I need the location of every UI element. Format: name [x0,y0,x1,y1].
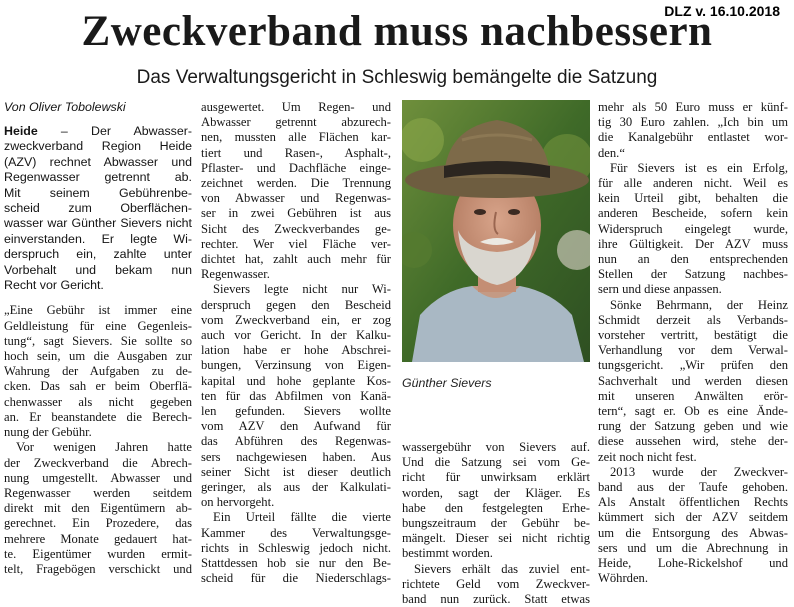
text-line: Wahrung der Aufgaben zu de- [4,364,192,379]
text-line: Stattdessen hob sie nur den Be- [201,556,391,571]
text-line: tern“, sagt er. Ob es eine Ände- [598,404,788,419]
paragraph [201,100,391,282]
text-line: kümmert sich der AZV seitdem [598,510,788,525]
text-line: diese aussehen wird, stehe der- [598,434,788,449]
text-line: Abwasser getrennt abzurech- [201,115,391,130]
paragraph [598,161,788,298]
paragraph [598,465,788,587]
text-line: richtete Geld vom Zweckver- [402,576,590,591]
text-line: direkt mit den Eigentümern ab- [4,501,192,516]
text-line: dichtet hat, zahlt auch mehr für [201,252,391,267]
paragraph [598,298,788,465]
photo-caption: Günther Sievers [402,376,492,390]
text-line: Widerspruch eingelegt wurde, [598,221,788,236]
text-line: Regenwasser getrennt ab. [4,170,192,185]
article-column-3 [402,440,590,607]
text-line: für alle anderen nicht. Weil es [598,176,788,191]
text-line: sers und um die Abrechnung in [598,540,788,555]
text-line: telt, Fragebögen verschickt und [4,561,192,576]
text-line: band aus der Taufe gehoben. [598,480,788,495]
text-line: das Abführen des Regenwas- [201,434,391,449]
text-line: auch vor Gericht. In der Kalku- [201,328,391,343]
text-line: richt für unwirksam erklärt [402,470,590,485]
text-line: ausgewertet. Um Regen- und [201,100,391,114]
text-line: sers nachgewiesen haben. Aus [201,449,391,464]
text-line: geringer, als aus der Kalkulati- [201,480,391,495]
text-line: kein Urteil gibt, behalten die [598,191,788,206]
paragraph [4,440,192,577]
text-line: sern und diese anpassen. [598,282,722,297]
text-line: der Zweckverband die Abrech- [4,455,192,470]
text-line: scheid für die Niederschlags- [201,571,391,586]
article-column-1 [4,100,192,577]
text-line: 2013 wurde der Zweckver- [610,464,788,479]
text-line: „Eine Gebühr ist immer eine [4,303,192,318]
text-line: nen, mussten alle Flächen kar- [201,130,391,145]
text-line: nung der Gebühr. [4,425,92,440]
text-line: tungsgericht. „Wir prüfen den [598,358,788,373]
text-line: Vor wenigen Jahren hatte [16,440,192,455]
lead-paragraph [4,124,192,293]
text-line: Pflaster- und Dachfläche einge- [201,160,391,175]
text-line: Verhandlung vor dem Verwal- [598,343,788,358]
text-line: cken. Das sah er beim Oberflä- [4,379,192,394]
text-line: Stellen der Satzung nachbes- [598,267,788,282]
text-line: die Kanalgebühr entlastet wor- [598,130,788,145]
text-line: derspruch gegen den Bescheid [201,297,391,312]
paragraph [598,100,788,161]
text-line: wassergebühr von Sievers auf. [402,440,590,454]
text-line: vom Zweckverband ein, er zog [201,312,391,327]
text-line: an. Er beanstandete die Berech- [4,409,192,424]
text-line: worden, sagt der Kläger. Es [402,485,590,500]
text-line: Wöhrden. [598,571,649,586]
text-line: tung“, sagt Sievers. Sie sollte so [4,333,192,348]
text-line: Regenwasser. [201,267,270,282]
text-line: ten für das Abfilmen von Kanä- [201,388,391,403]
text-line: Regenwasser werden seitdem [4,485,192,500]
text-line: nun an den entsprechenden [598,252,788,267]
text-line: lation habe er hohe Abschrei- [201,343,391,358]
text-line: Schmidt derzeit als Verbands- [598,312,788,327]
text-line: Für Sievers ist es ein Erfolg, [610,160,788,175]
text-line: habe den festgelegten Erhe- [402,500,590,515]
paragraph [201,510,391,586]
byline: Von Oliver Tobolewski [4,100,126,114]
text-line: Ein Urteil fällte die vierte [213,510,391,525]
text-line: Mit seinem Gebührenbe- [4,185,192,200]
text-line: seiner Sicht ist dieser deutlich [201,464,391,479]
text-line: Kammer des Verwaltungsge- [201,525,391,540]
text-line: tiert und Rasen-, Asphalt-, [201,145,391,160]
text-line: ihre Gültigkeit. Der AZV muss [598,236,788,251]
text-line: Vorbehalt und bekam nun [4,262,192,277]
portrait-illustration [402,100,590,362]
article-column-4 [598,100,788,587]
text-line: richts in Schleswig jedoch nicht. [201,540,391,555]
text-line: (AZV) rechnet Abwasser und [4,154,192,169]
text-line: wasser war Günther Sievers nicht [4,216,192,231]
text-line: chenwasser als nicht gegeben [4,394,192,409]
text-line: kapital und hohe geplante Kos- [201,373,391,388]
text-line: rung der Satzung geben und wie [598,419,788,434]
paragraph [4,303,192,440]
text-line: band nun zurück. Statt etwas [402,592,590,607]
text-line: tig 30 Euro zahlen. „Ich bin um [598,115,788,130]
text-line: bungen, Verzinsung von Eigen- [201,358,391,373]
paragraph [402,440,590,562]
text-line: on hervorgeht. [201,495,275,510]
text-line: zeit noch nicht fest. [598,449,697,464]
paragraph [201,282,391,510]
text-line: scheid zum Oberflächen- [4,201,192,216]
text-line: mehr als 50 Euro muss er künf- [598,100,788,114]
text-line: zweckverband Region Heide [4,139,192,154]
lead-place: Heide [4,124,38,138]
headline: Zweckverband muss nachbessern [81,8,713,55]
text-line: gerechnet. Ein Prozedere, das [4,516,192,531]
text-line: Sievers erhält das zuviel ent- [414,561,590,576]
text-line: Sönke Behrmann, der Heinz [610,297,788,312]
text-line: Und die Satzung sei vom Ge- [402,455,590,470]
text-line: zeichnet werden. Die Trennung [201,176,391,191]
text-line: mehrere Monate gedauert hat- [4,531,192,546]
text-line: bestimmt worden. [402,546,493,561]
text-line: mit unseren Anwälten erör- [598,388,788,403]
text-line: vom AZV den Aufwand für [201,419,391,434]
text-line: hoch sein, um die Ausgaben zur [4,349,192,364]
text-line: einverstanden. Er legte Wi- [4,231,192,246]
subheadline: Das Verwaltungsgericht in Schleswig bemängelte die Satzung [136,67,658,88]
text-line: Sachverhalt und werden diesen [598,373,788,388]
text-line: anderen Bescheide, sofern kein [598,206,788,221]
text-line: den.“ [598,145,625,160]
text-line: Recht vor Gericht. [4,278,104,293]
text-line: Sievers legte nicht nur Wi- [213,282,391,297]
text-line: rechter. Wer viel Fläche ver- [201,236,391,251]
text-line: Sicht des Zweckverbandes ge- [201,221,391,236]
text-line: Geldleistung für eine Gegenleis- [4,318,192,333]
article-column-2 [201,100,391,587]
text-line: vorsteher vertritt, bestätigt die [598,328,788,343]
text-line: Heide, Lohe-Rickelshof und [598,556,788,571]
paragraph [402,562,590,607]
text-line: nung umgestellt. Abwasser und [4,470,192,485]
text-line: – Der Abwasser- [37,124,192,138]
text-line: ser in zwei Gebühren ist aus [201,206,391,221]
text-line: um die Entsorgung des Abwas- [598,525,788,540]
text-line: mängelt. Dieser sei nicht richtig [402,531,590,546]
text-line: bungszeitraum der Gebühr be- [402,516,590,531]
text-line: te. Eigentümer wurden ermit- [4,546,192,561]
text-line: derspruch ein, zahlte unter [4,247,192,262]
text-line: Als Anstalt öffentlichen Rechts [598,495,788,510]
portrait-photo [402,100,590,362]
text-line: von Abwasser und Regenwas- [201,191,391,206]
text-line: len gefunden. Sievers wollte [201,404,391,419]
source-label: DLZ v. 16.10.2018 [664,3,780,19]
